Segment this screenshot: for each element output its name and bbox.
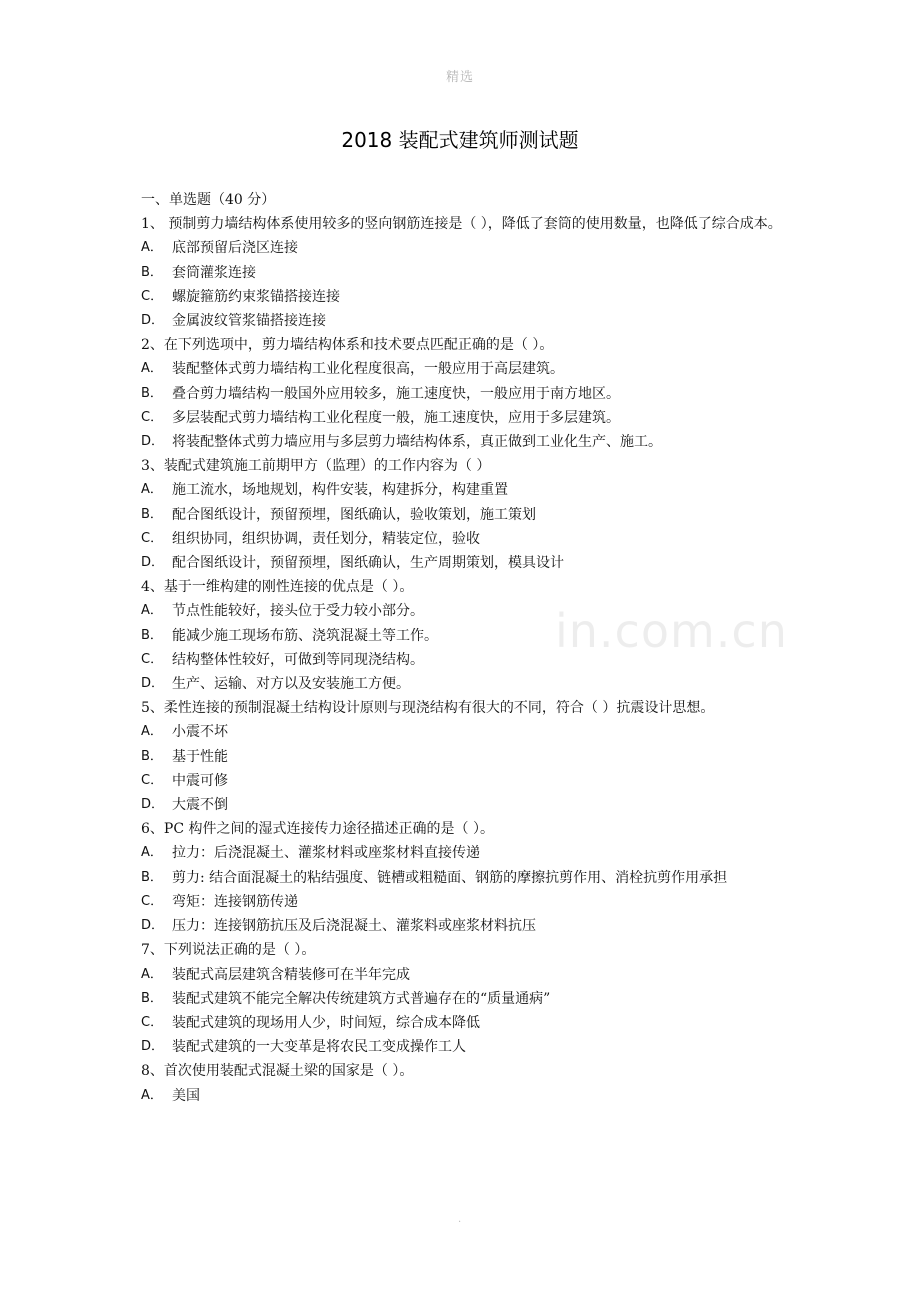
answer-option: [141, 551, 785, 575]
option-text: 中震可修: [172, 772, 228, 789]
option-text: 剪力: 结合面混凝土的粘结强度、链槽或粗糙面、钢筋的摩擦抗剪作用、消栓抗剪作用承担: [172, 869, 728, 886]
option-text: 套筒灌浆连接: [172, 264, 256, 281]
option-letter: D．: [141, 313, 165, 329]
option-text: 叠合剪力墙结构一般国外应用较多，施工速度快，一般应用于南方地区。: [172, 385, 620, 402]
answer-option: [141, 720, 785, 744]
answer-option: [141, 309, 785, 333]
question-block: [141, 1059, 785, 1107]
question-block: [141, 333, 785, 454]
option-letter: A．: [141, 361, 163, 377]
option-text: 小震不坏: [172, 724, 228, 741]
option-text: 弯矩：连接钢筋传递: [172, 893, 298, 910]
option-text: 结构整体性较好，可做到等同现浇结构。: [172, 651, 424, 668]
option-letter: B．: [141, 748, 163, 764]
question-block: [141, 938, 785, 1059]
question-stem: 7、下列说法正确的是（ ）。: [141, 942, 316, 959]
header-watermark-text: 精选: [445, 70, 474, 85]
answer-option: [141, 357, 785, 381]
option-text: 螺旋箍筋约束浆锚搭接连接: [172, 288, 340, 305]
option-letter: B．: [141, 264, 163, 280]
answer-option: [141, 841, 785, 865]
option-letter: A．: [141, 482, 163, 498]
option-letter: C．: [141, 1014, 164, 1030]
answer-option: [141, 478, 785, 502]
option-text: 节点性能较好，接头位于受力较小部分。: [172, 603, 424, 620]
option-letter: C．: [141, 893, 164, 909]
option-text: 装配整体式剪力墙结构工业化程度很高，一般应用于高层建筑。: [172, 361, 564, 378]
question-stem: 1、 预制剪力墙结构体系使用较多的竖向钢筋连接是（ ），降低了套筒的使用数量，也降低了综合成本。: [141, 216, 782, 233]
answer-option: [141, 527, 785, 551]
option-letter: A．: [141, 1087, 163, 1103]
option-letter: A．: [141, 240, 163, 256]
answer-option: [141, 430, 785, 454]
footer-mark: .: [458, 1214, 462, 1225]
option-text: 能减少施工现场布筋、浇筑混凝土等工作。: [172, 627, 438, 644]
question-stem: 4、基于一维构建的刚性连接的优点是（ ）。: [141, 579, 414, 596]
option-letter: B．: [141, 869, 163, 885]
option-letter: A．: [141, 845, 163, 861]
answer-option: [141, 648, 785, 672]
answer-option: [141, 1011, 785, 1035]
answer-option: [141, 1084, 785, 1108]
question-stem: 6、PC 构件之间的湿式连接传力途径描述正确的是（ ）。: [141, 821, 494, 838]
option-letter: D．: [141, 918, 165, 934]
answer-option: [141, 672, 785, 696]
option-letter: B．: [141, 385, 163, 401]
question-block: [141, 696, 785, 817]
option-text: 压力：连接钢筋抗压及后浇混凝土、灌浆料或座浆材料抗压: [172, 918, 536, 935]
option-text: 装配式建筑的一大变革是将农民工变成操作工人: [172, 1039, 466, 1056]
answer-option: [141, 769, 785, 793]
answer-option: [141, 1035, 785, 1059]
answer-option: [141, 963, 785, 987]
option-letter: B．: [141, 990, 163, 1006]
answer-option: [141, 599, 785, 623]
option-letter: B．: [141, 627, 163, 643]
option-letter: B．: [141, 506, 163, 522]
option-letter: D．: [141, 1039, 165, 1055]
option-text: 将装配整体式剪力墙应用与多层剪力墙结构体系，真正做到工业化生产、施工。: [172, 434, 662, 451]
option-text: 大震不倒: [172, 797, 228, 814]
answer-option: [141, 382, 785, 406]
option-text: 配合图纸设计，预留预埋，图纸确认，验收策划，施工策划: [172, 506, 536, 523]
option-letter: D．: [141, 555, 165, 571]
option-letter: A．: [141, 966, 163, 982]
option-text: 配合图纸设计，预留预埋，图纸确认，生产周期策划，模具设计: [172, 555, 564, 572]
answer-option: [141, 285, 785, 309]
option-letter: C．: [141, 409, 164, 425]
question-stem: 5、柔性连接的预制混凝土结构设计原则与现浇结构有很大的不同，符合（ ）抗震设计思想。: [141, 700, 715, 717]
answer-option: [141, 890, 785, 914]
question-stem: 8、首次使用装配式混凝土梁的国家是（ ）。: [141, 1063, 414, 1080]
option-letter: C．: [141, 772, 164, 788]
option-text: 多层装配式剪力墙结构工业化程度一般，施工速度快，应用于多层建筑。: [172, 409, 620, 426]
option-letter: D．: [141, 676, 165, 692]
question-block: [141, 817, 785, 938]
option-letter: D．: [141, 797, 165, 813]
option-text: 美国: [172, 1087, 200, 1104]
option-letter: C．: [141, 530, 164, 546]
option-text: 装配式建筑不能完全解决传统建筑方式普遍存在的“质量通病”: [172, 990, 551, 1007]
question-block: [141, 212, 785, 333]
answer-option: [141, 914, 785, 938]
option-text: 底部预留后浇区连接: [172, 240, 298, 257]
answer-option: [141, 987, 785, 1011]
answer-option: [141, 624, 785, 648]
answer-option: [141, 261, 785, 285]
section-heading: 一、单选题（40 分）: [141, 192, 276, 208]
answer-option: [141, 503, 785, 527]
option-text: 拉力：后浇混凝土、灌浆材料或座浆材料直接传递: [172, 845, 480, 862]
question-block: [141, 575, 785, 696]
option-letter: C．: [141, 651, 164, 667]
document-body: [141, 188, 785, 1108]
question-list: [141, 212, 785, 1108]
option-text: 施工流水，场地规划，构件安装，构建拆分，构建重置: [172, 482, 508, 499]
answer-option: [141, 793, 785, 817]
option-letter: C．: [141, 288, 164, 304]
option-letter: A．: [141, 724, 163, 740]
option-text: 基于性能: [172, 748, 228, 765]
question-stem: 3、装配式建筑施工前期甲方（监理）的工作内容为（ ）: [141, 458, 491, 475]
option-letter: A．: [141, 603, 163, 619]
option-text: 装配式建筑的现场用人少，时间短，综合成本降低: [172, 1014, 480, 1031]
question-block: [141, 454, 785, 575]
option-text: 组织协同，组织协调，责任划分，精装定位，验收: [172, 530, 480, 547]
document-title: 2018 装配式建筑师测试题: [341, 128, 579, 152]
question-stem: 2、在下列选项中，剪力墙结构体系和技术要点匹配正确的是（ ）。: [141, 337, 554, 354]
answer-option: [141, 236, 785, 260]
answer-option: [141, 406, 785, 430]
option-text: 生产、运输、对方以及安装施工方便。: [172, 676, 410, 693]
option-letter: D．: [141, 434, 165, 450]
answer-option: [141, 866, 785, 890]
answer-option: [141, 745, 785, 769]
option-text: 装配式高层建筑含精装修可在半年完成: [172, 966, 410, 983]
background-watermark: in.com.cn: [555, 604, 788, 658]
option-text: 金属波纹管浆锚搭接连接: [172, 313, 326, 330]
